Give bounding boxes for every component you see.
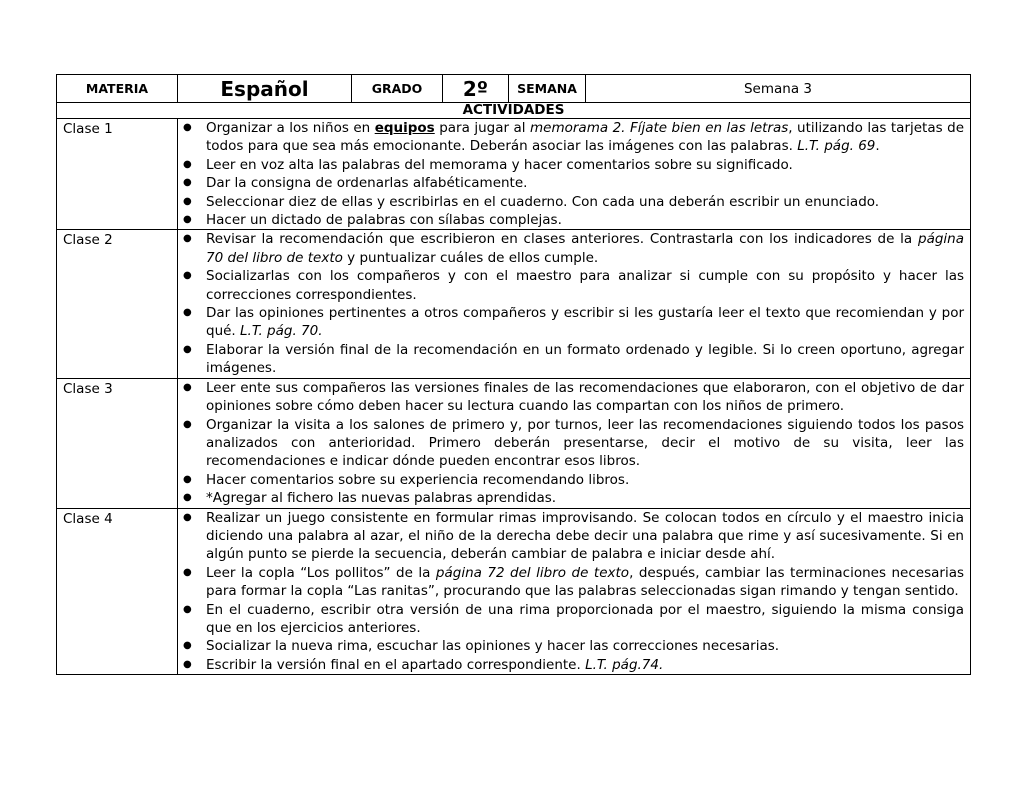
activity-text: En el cuaderno, escribir otra versión de una rima proporcionada por el maestro, siguiendo la misma consiga que en los ejercicios anteriores. — [206, 601, 964, 636]
activity-text: Leer la copla “Los pollitos” de la — [206, 564, 436, 581]
bullet-icon: ● — [183, 511, 192, 523]
actividades-heading: ACTIVIDADES — [57, 103, 971, 119]
activity-item — [178, 119, 970, 156]
activity-item — [178, 601, 970, 638]
bullet-icon: ● — [183, 270, 192, 282]
reference-text: página 72 del libro de texto — [435, 564, 630, 581]
reference-text: página 70 del libro de texto — [206, 231, 964, 266]
bullet-icon: ● — [183, 343, 192, 355]
activity-text: Socializar la nueva rima, escuchar las opiniones y hacer las correcciones necesarias. — [206, 638, 780, 655]
clase-row — [57, 508, 971, 675]
activity-text: Leer en voz alta las palabras del memorama y hacer comentarios sobre su significado. — [206, 156, 793, 173]
semana-value: Semana 3 — [586, 75, 971, 103]
activity-text: y puntualizar cuáles de ellos cumple. — [342, 249, 599, 266]
materia-value: Español — [178, 75, 352, 103]
activity-text: Elaborar la versión final de la recomendación en un formato ordenado y legible. Si lo creen oportuno, agregar imágenes. — [206, 341, 964, 377]
bullet-icon: ● — [183, 214, 192, 226]
bullet-icon: ● — [183, 177, 192, 189]
reference-text: L.T. pág.74. — [585, 656, 664, 673]
clase-activities — [178, 119, 971, 230]
activity-item — [178, 379, 970, 416]
clase-label: Clase 1 — [57, 119, 178, 230]
activity-list — [178, 119, 970, 229]
activity-text: Organizar la visita a los salones de primero y, por turnos, leer las recomendaciones siguiendo todos los pasos analizados con anterioridad. Primero deberán presentarse, decir el motivo de su visita, leer las recomendaciones e indicar dónde pueden encontrar esos libros. — [206, 416, 964, 470]
activity-item — [178, 230, 970, 267]
bullet-icon: ● — [183, 658, 192, 670]
activity-item — [178, 471, 970, 489]
activity-item — [178, 156, 970, 174]
bullet-icon: ● — [183, 473, 192, 485]
activity-item — [178, 304, 970, 341]
activity-text: Realizar un juego consistente en formular rimas improvisando. Se colocan todos en círculo y el maestro inicia diciendo una palabra al azar, el niño de la derecha debe decir una palabra que rime y así sucesivamente. Si en algún punto se pierde la secuencia, deberán cambiar de palabra e iniciar desde ahí. — [206, 509, 964, 563]
activity-item — [178, 416, 970, 471]
bullet-icon: ● — [183, 381, 192, 393]
activity-text: Revisar la recomendación que escribieron en clases anteriores. Contrastarla con los indicadores de la — [206, 231, 918, 248]
activity-text: , después, cambiar las terminaciones necesarias para formar la copla “Las ranitas”, procurando que las palabras seleccionadas sigan rimando y tengan sentido. — [206, 564, 964, 600]
emphasis-text: equipos — [374, 120, 435, 136]
activity-text: Seleccionar diez de ellas y escribirlas en el cuaderno. Con cada una deberán escribir un enunciado. — [206, 193, 880, 210]
activity-text: para jugar al — [434, 120, 531, 136]
reference-text: L.T. pág. 69 — [797, 138, 876, 155]
clase-label: Clase 4 — [57, 508, 178, 675]
bullet-icon: ● — [183, 307, 192, 319]
activity-item — [178, 267, 970, 304]
clases-body — [57, 119, 971, 675]
activity-text: Escribir la versión final en el apartado correspondiente. — [206, 656, 586, 673]
bullet-icon: ● — [183, 492, 192, 504]
reference-text: memorama 2. Fíjate bien en las letras — [530, 120, 789, 136]
activity-text: . — [875, 138, 880, 155]
activity-text: Dar la consigna de ordenarlas alfabéticamente. — [206, 175, 528, 192]
activity-item — [178, 509, 970, 564]
activity-text: Organizar a los niños en — [206, 120, 375, 136]
activity-item — [178, 637, 970, 655]
bullet-icon: ● — [183, 122, 192, 133]
activity-item — [178, 341, 970, 378]
clase-activities — [178, 230, 971, 378]
clase-activities — [178, 378, 971, 508]
bullet-icon: ● — [183, 233, 192, 245]
reference-text: L.T. pág. 70. — [240, 323, 323, 340]
header-row — [57, 75, 971, 103]
activity-list — [178, 509, 970, 675]
semana-label: SEMANA — [509, 75, 586, 103]
lesson-plan-table — [56, 74, 971, 675]
activity-list — [178, 230, 970, 377]
activity-item — [178, 193, 970, 211]
clase-row — [57, 378, 971, 508]
bullet-icon: ● — [183, 158, 192, 170]
activity-text: Leer ente sus compañeros las versiones finales de las recomendaciones que elaboraron, con el objetivo de dar opiniones sobre cómo deben hacer su lectura cuando las compartan con los niños de primero. — [206, 379, 964, 415]
activity-item — [178, 489, 970, 507]
actividades-row — [57, 103, 971, 119]
bullet-icon: ● — [183, 566, 192, 578]
bullet-icon: ● — [183, 195, 192, 207]
activity-text: *Agregar al fichero las nuevas palabras aprendidas. — [206, 490, 557, 507]
activity-list — [178, 379, 970, 508]
activity-item — [178, 211, 970, 229]
clase-activities — [178, 508, 971, 675]
activity-text: Hacer comentarios sobre su experiencia recomendando libros. — [206, 471, 630, 488]
bullet-icon: ● — [183, 418, 192, 430]
activity-text: Hacer un dictado de palabras con sílabas complejas. — [206, 212, 562, 229]
activity-item — [178, 564, 970, 601]
activity-item — [178, 174, 970, 192]
clase-row — [57, 230, 971, 378]
clase-row — [57, 119, 971, 230]
lesson-plan-page — [56, 74, 970, 675]
materia-label: MATERIA — [57, 75, 178, 103]
clase-label: Clase 2 — [57, 230, 178, 378]
grado-value: 2º — [443, 75, 509, 103]
activity-text: , utilizando las tarjetas de todos para que sea más emocionante. Deberán asociar las imágenes con las palabras. — [206, 120, 965, 155]
bullet-icon: ● — [183, 603, 192, 615]
grado-label: GRADO — [352, 75, 443, 103]
bullet-icon: ● — [183, 640, 192, 652]
clase-label: Clase 3 — [57, 378, 178, 508]
activity-text: Dar las opiniones pertinentes a otros compañeros y escribir si les gustaría leer el texto que recomiendan y por qué. — [206, 305, 964, 340]
activity-text: Socializarlas con los compañeros y con el maestro para analizar si cumple con su propósito y hacer las correcciones correspondientes. — [206, 268, 964, 303]
activity-item — [178, 656, 970, 674]
